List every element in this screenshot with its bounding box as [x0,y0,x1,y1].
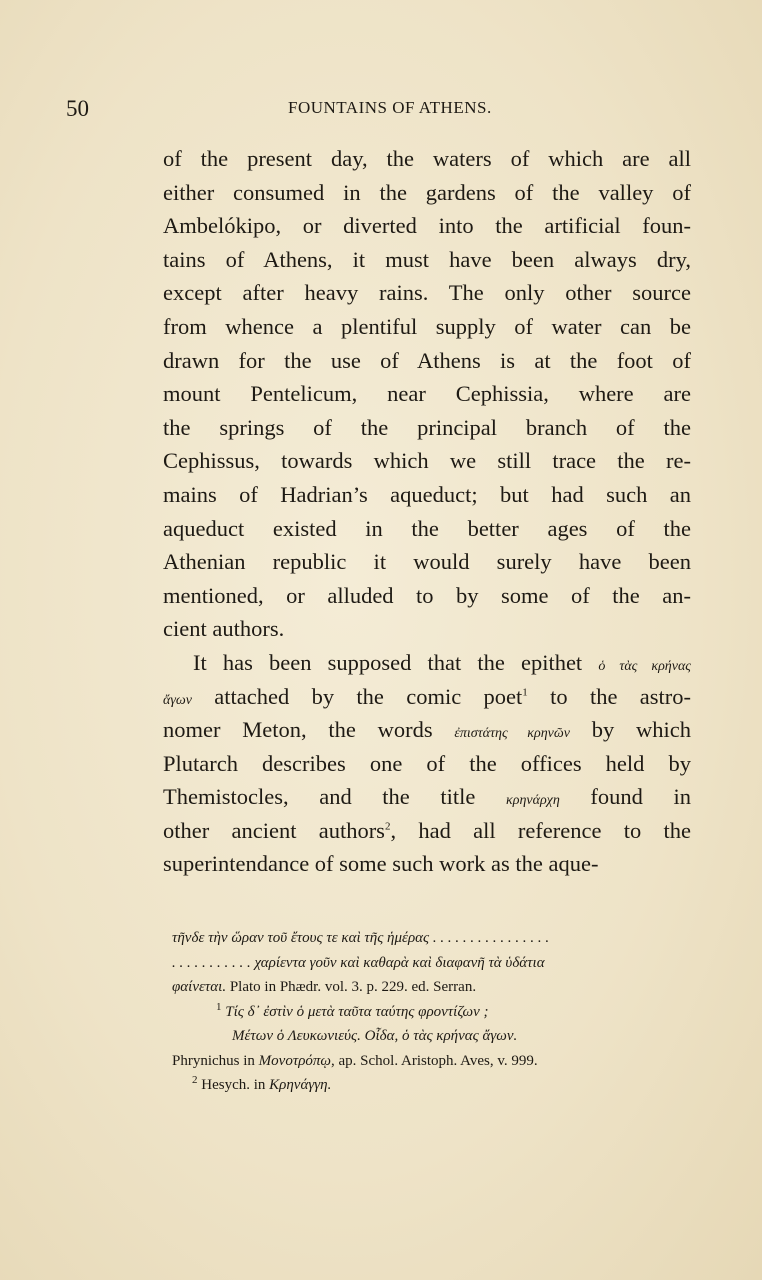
text-segment: found in [559,784,691,810]
footnote-line: Μέτων ὁ Λευκωνιεύς. Οἶδα, ὁ τὰς κρήνας ἄγων. [232,1028,518,1044]
footnote-line [172,1073,698,1098]
text-line: Plutarch describes one of the offices held by [163,750,691,776]
text-line: aqueduct existed in the better ages of the [163,515,691,541]
footnote-line [172,1049,698,1074]
text-line [163,713,691,747]
greek-phrase: ὁ τὰς κρήνας [598,658,691,674]
greek-phrase: κρηνάρχη [506,793,560,809]
text-segment: Τίς δ᾽ ἐστὶν ὁ μετὰ ταῦτα ταύτης φροντίζων ; [221,1003,489,1020]
footnote-line [172,975,698,1000]
text-segment: Phrynichus in [172,1052,259,1069]
text-line [163,780,691,814]
text-line: the springs of the principal branch of the [163,414,691,440]
running-head [66,96,706,126]
text-line [163,646,691,680]
text-line: Cephissus, towards which we still trace the re- [163,448,691,474]
body-text [163,142,691,881]
footnote-number: 1 [216,1000,222,1013]
footnote-number: 2 [192,1074,198,1086]
text-line: Ambelókipo, or diverted into the artificial foun- [163,213,691,239]
text-line: from whence a plentiful supply of water can be [163,313,691,339]
greek-phrase: ἄγων [163,692,192,708]
greek-phrase: Κρηνάγγη. [269,1077,332,1093]
text-line: either consumed in the gardens of the valley of [163,179,691,205]
text-segment: to the astro- [527,683,691,709]
text-line: tains of Athens, it must have been always dry, [163,246,691,272]
text-line: drawn for the use of Athens is at the foot of [163,347,691,373]
text-line: mains of Hadrian’s aqueduct; but had such an [163,481,691,507]
text-line [163,680,691,714]
text-line: cient authors. [163,616,285,642]
text-segment: Themistocles, and the title [163,784,506,810]
text-line [163,814,691,848]
footnote-ref: 1 [522,686,528,698]
footnote-line: τῆνδε τὴν ὥραν τοῦ ἔτους τε καὶ τῆς ἡμέρας . . . . . . . . . . . . . . . . [172,930,550,946]
text-segment: It has been supposed that the epithet [193,649,599,675]
footnote-line: . . . . . . . . . . . χαρίεντα γοῦν καὶ καθαρὰ καὶ διαφανῆ τὰ ὑδάτια [172,954,545,971]
text-segment: , ap. Schol. Aristoph. Aves, v. 999. [331,1052,538,1069]
text-line: Athenian republic it would surely have been [163,549,691,575]
greek-phrase: Μονοτρόπῳ [258,1052,331,1069]
text-line: of the present day, the waters of which are all [163,146,691,171]
page-number: 50 [66,96,89,121]
text-line: except after heavy rains. The only other source [163,280,691,306]
running-title: FOUNTAINS OF ATHENS. [288,98,492,117]
greek-phrase: φαίνεται. [172,979,227,995]
footnote-line [172,1000,698,1025]
text-segment: attached by the comic poet [191,683,523,709]
text-line: mount Pentelicum, near Cephissia, where are [163,381,691,407]
text-segment: Hesych. in [197,1077,270,1093]
text-segment: Plato in Phædr. vol. 3. p. 229. ed. Serran. [226,979,477,995]
text-segment: other ancient authors [163,817,385,843]
text-segment: nomer Meton, the words [163,717,455,743]
footnotes [172,926,698,1098]
greek-phrase: ἐπιστάτης κρηνῶν [454,726,570,742]
text-line: mentioned, or alluded to by some of the an- [163,582,691,608]
footnote-ref: 2 [384,820,391,833]
text-segment: by which [570,717,691,743]
text-line: superintendance of some such work as the aque- [163,851,599,877]
text-segment: , had all reference to the [390,817,691,843]
